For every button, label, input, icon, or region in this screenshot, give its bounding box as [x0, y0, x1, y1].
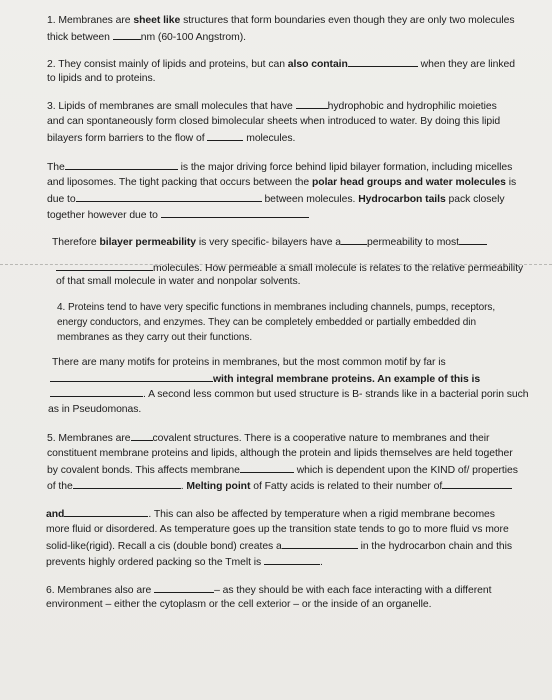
- p7-bold-and: and: [46, 509, 65, 520]
- p7-text: . This can also be affected by temperature when a rigid membrane becomes: [148, 509, 495, 520]
- p4-bold-term-2: Hydrocarbon tails: [358, 194, 446, 205]
- q4-text-2: energy conductors, and enzymes. They can be completely embedded or partially embedded din: [57, 317, 476, 328]
- q1-text-3: nm (60-100 Angstrom).: [140, 32, 246, 43]
- q4-line-3: [57, 331, 252, 344]
- q6-line-2: [46, 598, 431, 611]
- p4-line-1: [47, 160, 512, 174]
- q5-text-6: .: [180, 481, 187, 492]
- q3-text: 3. Lipids of membranes are small molecules that have: [47, 101, 293, 112]
- q6-text-cont: – as they should be with each face interacting with a different: [214, 585, 492, 596]
- p4-line-3: [47, 192, 505, 206]
- q6-blank[interactable]: [154, 583, 214, 593]
- q5-line-2: [47, 447, 513, 460]
- p7-text-2: more fluid or disordered. As temperature goes up the transition state tends to go to more fluid vs more: [46, 524, 509, 535]
- q1-blank[interactable]: [113, 30, 141, 40]
- p4-text-3: is: [505, 177, 517, 188]
- p4-text-5: between molecules.: [264, 194, 359, 205]
- q3-line-2: [47, 115, 500, 128]
- p6-blank-1[interactable]: [50, 372, 213, 382]
- p5-blank-3[interactable]: [56, 261, 153, 271]
- q2-text-2: to lipids and to proteins.: [47, 73, 156, 84]
- q5-text-7: of Fatty acids is related to their number of: [250, 481, 443, 492]
- q4-text-3: membranes as they carry out their functions.: [57, 332, 253, 343]
- p4-blank-2[interactable]: [76, 192, 262, 202]
- q3-blank-2[interactable]: [207, 131, 243, 141]
- q4-text: 4. Proteins tend to have very specific functions in membranes including channels, pumps, receptors,: [57, 302, 496, 313]
- p5-line-1: [52, 235, 487, 249]
- p4-text-2: and liposomes. The tight packing that occurs between the: [47, 177, 312, 188]
- p4-line-4: [47, 208, 309, 222]
- p5-blank-2[interactable]: [459, 235, 487, 245]
- q5-text-5: of the: [47, 481, 73, 492]
- p4-text-cont: is the major driving force behind lipid bilayer formation, including micelles: [180, 162, 513, 173]
- p7-line-1: [46, 507, 495, 521]
- p6-blank-2[interactable]: [50, 387, 143, 397]
- p7-text-5: prevents highly ordered packing so the Tmelt is: [46, 557, 262, 568]
- p4-text-4: due to: [47, 194, 76, 205]
- p6-text-3: . A second less common but used structure is B- strands like in a bacterial porin such: [143, 389, 529, 400]
- q1-text-2: thick between: [47, 32, 110, 43]
- p7-line-4: [46, 555, 323, 569]
- q2-bold-term: also contain: [287, 59, 348, 70]
- q6-text: 6. Membranes also are: [46, 585, 152, 596]
- p5-blank-1[interactable]: [341, 235, 367, 245]
- p6-text: There are many motifs for proteins in membranes, but the most common motif by far is: [52, 357, 446, 368]
- p6-line-1: [52, 356, 446, 369]
- q2-text: 2. They consist mainly of lipids and proteins, but can: [47, 59, 288, 70]
- q5-text-4: which is dependent upon the KIND of/ properties: [296, 465, 518, 476]
- p5-line-3: [56, 275, 301, 288]
- q1-text: 1. Membranes are: [47, 15, 134, 26]
- p7-text-6: .: [320, 557, 323, 568]
- q5-blank-3[interactable]: [73, 479, 181, 489]
- q1-bold-term: sheet like: [133, 15, 181, 26]
- p6-line-2: [50, 372, 480, 386]
- q5-blank-2[interactable]: [240, 463, 294, 473]
- p6-line-3: [50, 387, 529, 401]
- q2-line-1: [47, 57, 515, 71]
- q2-blank[interactable]: [348, 57, 418, 67]
- p4-text: The: [47, 162, 65, 173]
- q3-text-cont: hydrophobic and hydrophilic moieties: [327, 101, 497, 112]
- p6-text-4: as in Pseudomonas.: [48, 404, 142, 415]
- q1-line-1: [47, 14, 515, 27]
- p4-line-2: [47, 176, 516, 189]
- q1-text-cont: structures that form boundaries even though they are only two molecules: [180, 15, 515, 26]
- p4-blank-3[interactable]: [161, 208, 309, 218]
- p7-blank-3[interactable]: [264, 555, 320, 565]
- q5-text-cont: covalent structures. There is a cooperative nature to membranes and their: [152, 433, 490, 444]
- p7-blank-2[interactable]: [282, 539, 358, 549]
- q5-text-2: constituent membrane proteins and lipids, although the protein and lipids themselves are held together: [47, 448, 513, 459]
- q3-text-4: molecules.: [246, 133, 296, 144]
- q3-line-1: [47, 99, 497, 113]
- q5-bold-term: Melting point: [186, 481, 251, 492]
- q3-line-3: [47, 131, 295, 145]
- p5-line-2: [56, 261, 523, 275]
- p7-line-3: [46, 539, 512, 553]
- q2-line-2: [47, 72, 155, 85]
- p6-text-2: with integral membrane proteins. An example of this is: [213, 374, 481, 385]
- q6-text-2: environment – either the cytoplasm or the cell exterior – or the inside of an organelle.: [46, 599, 432, 610]
- p5-text-3: permeability to most: [367, 237, 460, 248]
- p7-text-4: in the hydrocarbon chain and this: [360, 541, 513, 552]
- p4-text-7: together however due to: [47, 210, 158, 221]
- q2-text-cont: when they are linked: [420, 59, 515, 70]
- q1-line-2: [47, 30, 246, 44]
- p5-bold-term: bilayer permeability: [99, 237, 197, 248]
- q5-text-3: by covalent bonds. This affects membrane: [47, 465, 240, 476]
- p5-text: Therefore: [52, 237, 100, 248]
- q5-text: 5. Membranes are: [47, 433, 131, 444]
- p7-text-3: solid-like(rigid). Recall a cis (double bond) creates a: [46, 541, 282, 552]
- p5-text-5: of that small molecule in water and nonpolar solvents.: [56, 276, 301, 287]
- q5-blank-4[interactable]: [442, 479, 512, 489]
- p7-line-2: [46, 523, 509, 536]
- q5-line-1: [47, 431, 489, 445]
- p5-text-2: is very specific- bilayers have a: [196, 237, 342, 248]
- q5-line-4: [47, 479, 512, 493]
- q5-blank-1[interactable]: [131, 431, 153, 441]
- p4-blank-1[interactable]: [65, 160, 178, 170]
- p6-line-4: [48, 403, 141, 416]
- q3-text-2: and can spontaneously form closed bimolecular sheets when introduced to water. By doing this lipid: [47, 116, 501, 127]
- q6-line-1: [46, 583, 491, 597]
- q3-blank-1[interactable]: [296, 99, 328, 109]
- q4-line-1: [57, 301, 495, 314]
- q3-text-3: bilayers form barriers to the flow of: [47, 133, 205, 144]
- p4-text-6: pack closely: [445, 194, 505, 205]
- p5-text-4: molecules. How permeable a small molecule is relates to the relative permeability: [153, 263, 524, 274]
- q4-line-2: [57, 316, 476, 329]
- q5-line-3: [47, 463, 518, 477]
- p7-blank-1[interactable]: [64, 507, 148, 517]
- p4-bold-term: polar head groups and water molecules: [311, 177, 506, 188]
